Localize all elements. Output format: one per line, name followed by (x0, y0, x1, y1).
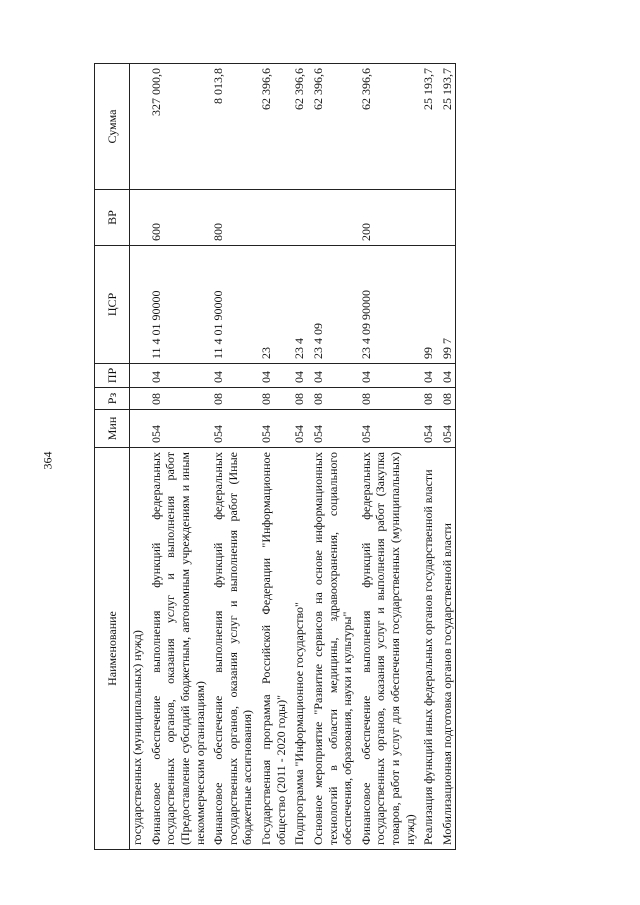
row-min: 054 (440, 410, 455, 448)
row-vr: 200 (359, 190, 418, 246)
row-pr (130, 364, 145, 388)
header-rz: Рз (95, 388, 130, 410)
row-sum: 62 396,6 (311, 64, 355, 190)
header-min: Мин (95, 410, 130, 448)
row-csr: 23 4 09 90000 (359, 246, 418, 364)
row-pr: 04 (440, 364, 455, 388)
row-pr: 04 (259, 364, 288, 388)
table-row (130, 64, 145, 850)
row-vr (292, 190, 307, 246)
row-min: 054 (259, 410, 288, 448)
row-csr: 99 7 (440, 246, 455, 364)
row-csr: 23 4 09 (311, 246, 355, 364)
row-sum: 62 396,6 (292, 64, 307, 190)
row-rz (130, 388, 145, 410)
row-vr (311, 190, 355, 246)
row-name: Мобилизационная подготовка органов государственной власти (440, 448, 455, 850)
row-min: 054 (359, 410, 418, 448)
document-page (94, 64, 626, 850)
row-sum: 8 013,8 (211, 64, 255, 190)
row-csr: 11 4 01 90000 (211, 246, 255, 364)
row-vr (421, 190, 436, 246)
row-min: 054 (421, 410, 436, 448)
header-name: Наименование (95, 448, 130, 850)
header-sum: Сумма (95, 64, 130, 190)
row-name: Финансовое обеспечение выполнения функций федеральных государственных органов, оказания услуг и выполнения работ (Иные бюджетные ассигнования) (211, 448, 255, 850)
row-sum (130, 64, 145, 190)
row-vr (130, 190, 145, 246)
row-rz: 08 (440, 388, 455, 410)
table-row (440, 64, 455, 850)
row-name: Основное мероприятие "Развитие сервисов на основе информационных технологий в области медицины, здравоохранения, социального обеспечения, образования, науки и культуры" (311, 448, 355, 850)
table-row (149, 64, 208, 850)
row-pr: 04 (149, 364, 208, 388)
row-sum: 62 396,6 (359, 64, 418, 190)
table-row (421, 64, 436, 850)
row-rz: 08 (149, 388, 208, 410)
row-vr (259, 190, 288, 246)
row-pr: 04 (359, 364, 418, 388)
row-name: Финансовое обеспечение выполнения функций федеральных государственных органов, оказания услуг и выполнения работ (Предоставление субсидий бюджетным, автономным учреждениям и иным некоммерческим организациям) (149, 448, 208, 850)
table-header-row (95, 64, 130, 850)
row-rz: 08 (421, 388, 436, 410)
header-vr: ВР (95, 190, 130, 246)
row-pr: 04 (421, 364, 436, 388)
table-row (259, 64, 288, 850)
row-rz: 08 (311, 388, 355, 410)
row-min: 054 (292, 410, 307, 448)
table-row (311, 64, 355, 850)
row-name: Подпрограмма "Информационное государство" (292, 448, 307, 850)
row-name: государственных (муниципальных) нужд) (130, 448, 145, 850)
table-row (292, 64, 307, 850)
row-sum: 327 000,0 (149, 64, 208, 190)
row-pr: 04 (292, 364, 307, 388)
rotated-table-container (94, 64, 626, 850)
page-number (36, 445, 60, 475)
row-sum: 25 193,7 (440, 64, 455, 190)
row-csr: 23 (259, 246, 288, 364)
row-pr: 04 (311, 364, 355, 388)
row-name: Государственная программа Российской Федерации "Информационное общество (2011 - 2020 годы)" (259, 448, 288, 850)
page-number-text: 364 (40, 451, 55, 469)
row-sum: 25 193,7 (421, 64, 436, 190)
row-name: Реализация функций иных федеральных органов государственной власти (421, 448, 436, 850)
row-rz: 08 (292, 388, 307, 410)
row-name: Финансовое обеспечение выполнения функций федеральных государственных органов, оказания услуг и выполнения работ (Закупка товаров, работ и услуг для обеспечения государственных (муниципальных) нужд) (359, 448, 418, 850)
header-csr: ЦСР (95, 246, 130, 364)
row-csr: 23 4 (292, 246, 307, 364)
row-rz: 08 (211, 388, 255, 410)
row-rz: 08 (259, 388, 288, 410)
row-min: 054 (311, 410, 355, 448)
row-min (130, 410, 145, 448)
row-vr: 600 (149, 190, 208, 246)
row-vr: 800 (211, 190, 255, 246)
row-vr (440, 190, 455, 246)
row-csr: 11 4 01 90000 (149, 246, 208, 364)
row-csr (130, 246, 145, 364)
table-row (211, 64, 255, 850)
row-min: 054 (211, 410, 255, 448)
row-min: 054 (149, 410, 208, 448)
row-rz: 08 (359, 388, 418, 410)
row-pr: 04 (211, 364, 255, 388)
row-sum: 62 396,6 (259, 64, 288, 190)
table-row (359, 64, 418, 850)
header-pr: ПР (95, 364, 130, 388)
budget-table (94, 63, 456, 850)
row-csr: 99 (421, 246, 436, 364)
